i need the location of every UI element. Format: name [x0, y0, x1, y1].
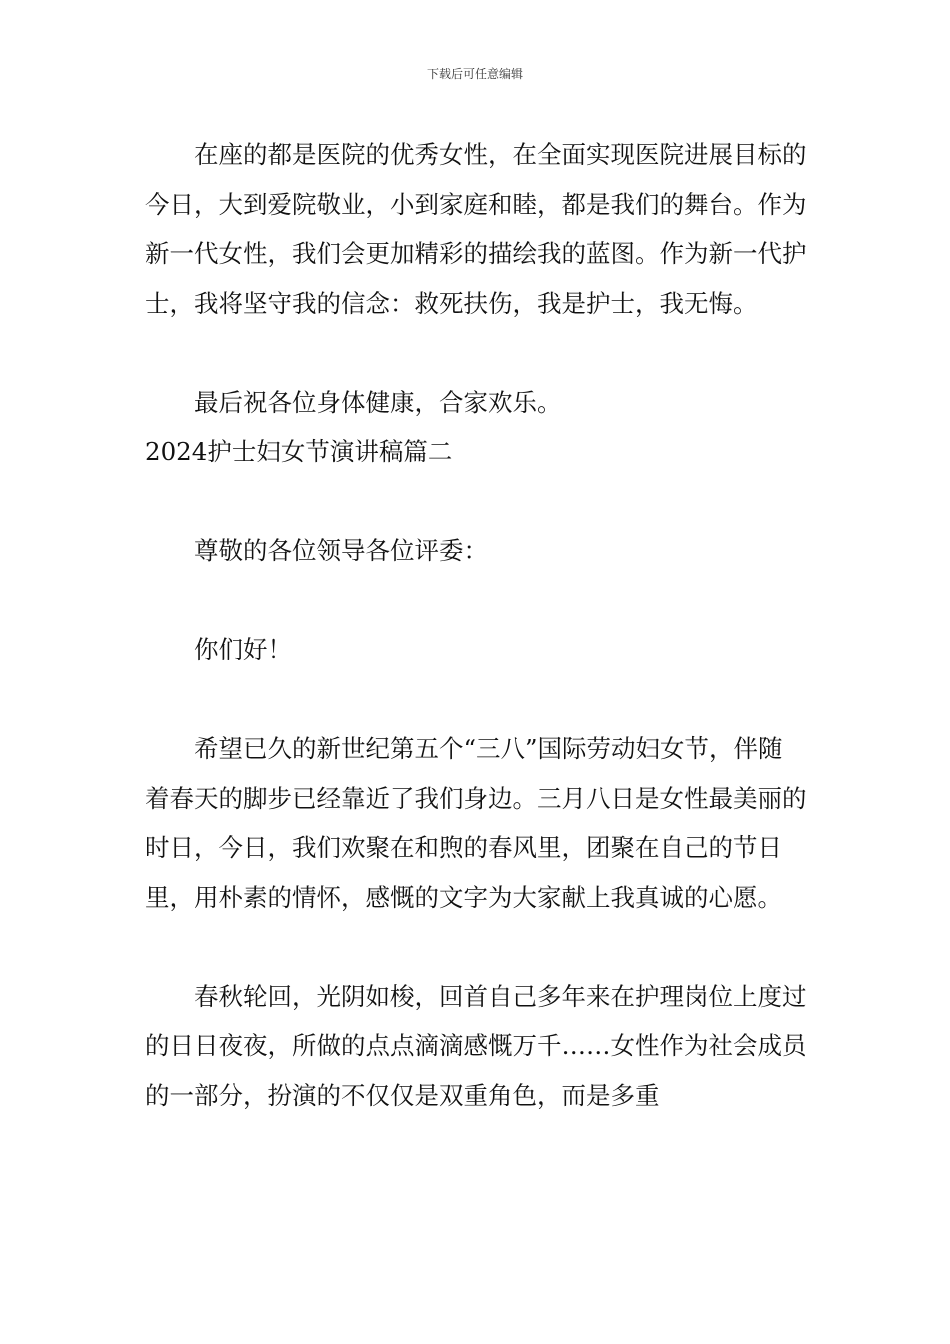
page-header: 下载后可任意编辑 [426, 67, 523, 81]
paragraph-gap [145, 922, 807, 972]
document-body [145, 130, 807, 1120]
paragraph-2: 最后祝各位身体健康，合家欢乐。 [194, 387, 562, 417]
paragraph-5: 希望已久的新世纪第五个“三八”国际劳动妇女节，伴随着春天的脚步已经靠近了我们身边。三月八日是女性最美丽的时日，今日，我们欢聚在和煦的春风里，团聚在自己的节日里，用朴素的情怀，感慨的文字为大家献上我真诚的心愿。 [145, 734, 807, 912]
paragraph-gap [145, 675, 807, 725]
paragraph-6: 春秋轮回，光阴如梭，回首自己多年来在护理岗位上度过的日日夜夜，所做的点点滴滴感慨万千……女性作为社会成员的一部分，扮演的不仅仅是双重角色，而是多重 [145, 981, 807, 1110]
paragraph-4: 你们好！ [194, 635, 292, 664]
paragraph-gap [145, 328, 807, 378]
paragraph-3: 尊敬的各位领导各位评委： [194, 536, 488, 565]
paragraph-gap [145, 576, 807, 626]
paragraph-1: 在座的都是医院的优秀女性，在全面实现医院进展目标的今日，大到爱院敬业，小到家庭和睦，都是我们的舞台。作为新一代女性，我们会更加精彩的描绘我的蓝图。作为新一代护士，我将坚守我的信念：救死扶伤，我是护士，我无悔。 [145, 140, 807, 318]
paragraph-gap [145, 477, 807, 527]
section-title: 2024护士妇女节演讲稿篇二 [145, 437, 453, 466]
